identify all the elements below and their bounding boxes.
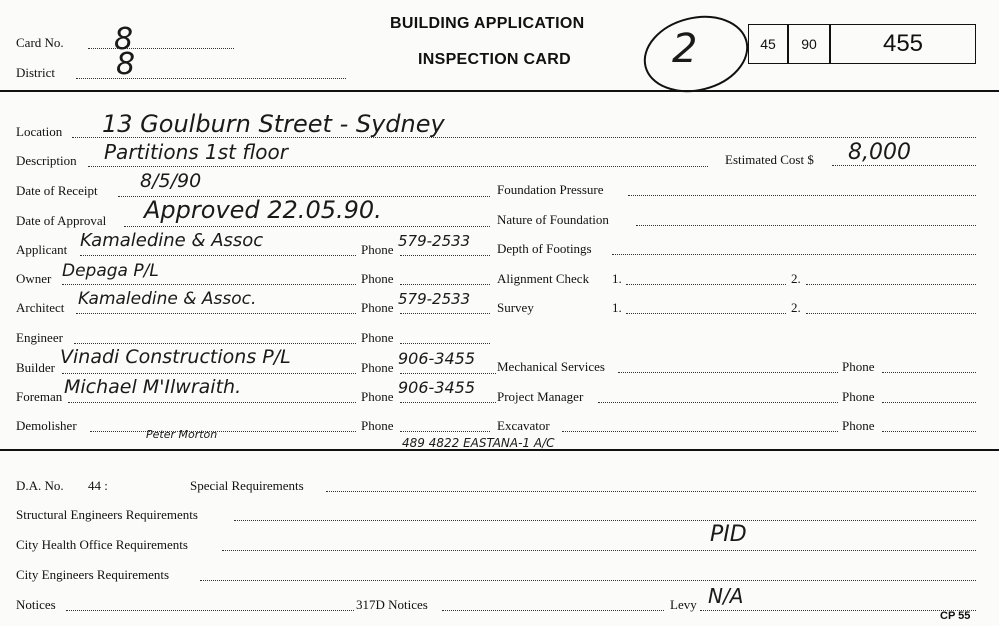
form-code: CP 55 (940, 610, 971, 622)
architect-value: Kamaledine & Assoc. (78, 289, 257, 309)
mechanical-line (618, 372, 838, 373)
architect-phone-label: Phone (361, 300, 394, 315)
alignment-line-2 (806, 284, 976, 285)
foundation-pressure-line (628, 195, 976, 196)
health-label: City Health Office Requirements (16, 537, 188, 552)
applicant-value: Kamaledine & Assoc (80, 230, 264, 251)
nature-foundation-line (636, 225, 976, 226)
foreman-phone-label: Phone (361, 389, 394, 404)
engineer-line (74, 343, 356, 344)
survey-label: Survey (497, 300, 534, 315)
notices-label: Notices (16, 597, 56, 612)
survey-num-1: 1. (612, 300, 622, 315)
title-line-1: BUILDING APPLICATION (390, 15, 585, 32)
builder-value: Vinadi Constructions P/L (60, 346, 291, 368)
applicant-line (80, 255, 356, 256)
estimated-cost-line (832, 165, 976, 166)
location-value: 13 Goulburn Street - Sydney (102, 110, 445, 138)
health-value: PID (710, 522, 747, 547)
district-value: 8 (116, 47, 136, 82)
project-manager-phone-line (882, 402, 976, 403)
architect-phone-line (400, 313, 490, 314)
builder-label: Builder (16, 360, 55, 375)
owner-label: Owner (16, 271, 52, 286)
applicant-phone-label: Phone (361, 242, 394, 257)
excavator-label: Excavator (497, 418, 550, 433)
date-approval-label: Date of Approval (16, 213, 107, 228)
card-no-line (88, 48, 234, 49)
levy-label: Levy (670, 597, 697, 612)
alignment-num-1: 1. (612, 271, 622, 286)
da-no-value: 44 : (88, 478, 108, 493)
description-line (88, 166, 708, 167)
mechanical-phone-line (882, 372, 976, 373)
foreman-phone-line (400, 402, 496, 403)
engineer-phone-line (400, 343, 490, 344)
mechanical-phone-label: Phone (842, 359, 875, 374)
applicant-label: Applicant (16, 242, 68, 257)
applicant-phone-line (400, 255, 490, 256)
foreman-line (68, 402, 356, 403)
project-manager-line (598, 402, 838, 403)
health-line (222, 550, 976, 551)
alignment-check-label: Alignment Check (497, 271, 590, 286)
demolisher-extra: 489 4822 EASTANA-1 A/C (402, 436, 555, 450)
foreman-phone: 906-3455 (398, 378, 476, 397)
date-receipt-value: 8/5/90 (140, 170, 202, 192)
estimated-cost-label: Estimated Cost $ (725, 152, 814, 167)
structural-label: Structural Engineers Requirements (16, 507, 198, 522)
317d-notices-label: 317D Notices (356, 597, 428, 612)
owner-line (62, 284, 356, 285)
survey-num-2: 2. (791, 300, 801, 315)
title-line-2: INSPECTION CARD (418, 51, 571, 68)
description-label: Description (16, 153, 77, 168)
demolisher-phone-line (400, 431, 490, 432)
header-divider (0, 90, 999, 92)
nature-foundation-label: Nature of Foundation (497, 212, 609, 227)
owner-value: Depaga P/L (62, 261, 159, 281)
317d-notices-line (442, 610, 664, 611)
mechanical-label: Mechanical Services (497, 359, 605, 374)
notices-line (66, 610, 354, 611)
structural-line (234, 520, 976, 521)
builder-phone: 906-3455 (398, 349, 476, 368)
owner-phone-line (400, 284, 490, 285)
estimated-cost-value: 8,000 (848, 140, 911, 165)
demolisher-label: Demolisher (16, 418, 77, 433)
survey-line-1 (626, 313, 786, 314)
builder-phone-label: Phone (361, 360, 394, 375)
engineer-label: Engineer (16, 330, 63, 345)
alignment-num-2: 2. (791, 271, 801, 286)
builder-phone-line (400, 373, 496, 374)
card-no-label: Card No. (16, 35, 64, 50)
district-label: District (16, 65, 55, 80)
alignment-line-1 (626, 284, 786, 285)
code-box-2: 90 (788, 24, 830, 64)
city-engineers-line (200, 580, 976, 581)
date-approval-value: Approved 22.05.90. (144, 196, 382, 224)
levy-value: N/A (708, 584, 744, 608)
engineer-phone-label: Phone (361, 330, 394, 345)
special-requirements-label: Special Requirements (190, 478, 304, 493)
foreman-label: Foreman (16, 389, 63, 404)
foreman-value: Michael M'Ilwraith. (64, 376, 242, 398)
circled-number: 2 (672, 26, 698, 72)
da-no-label: D.A. No. (16, 478, 64, 493)
demolisher-phone-label: Phone (361, 418, 394, 433)
excavator-phone-line (882, 431, 976, 432)
card-no-value: 8 (114, 22, 134, 57)
architect-line (76, 313, 356, 314)
location-label: Location (16, 124, 63, 139)
architect-phone: 579-2533 (398, 290, 471, 308)
description-value: Partitions 1st floor (104, 140, 288, 164)
code-box-1: 45 (748, 24, 788, 64)
owner-phone-label: Phone (361, 271, 394, 286)
date-receipt-label: Date of Receipt (16, 183, 98, 198)
excavator-phone-label: Phone (842, 418, 875, 433)
special-requirements-line (326, 491, 976, 492)
project-manager-label: Project Manager (497, 389, 584, 404)
foundation-pressure-label: Foundation Pressure (497, 182, 604, 197)
depth-footings-line (612, 254, 976, 255)
project-manager-phone-label: Phone (842, 389, 875, 404)
date-approval-line (124, 226, 490, 227)
requirements-divider (0, 449, 999, 451)
architect-label: Architect (16, 300, 65, 315)
excavator-line (562, 431, 838, 432)
applicant-phone: 579-2533 (398, 232, 471, 250)
levy-line (700, 610, 976, 611)
city-engineers-label: City Engineers Requirements (16, 567, 170, 582)
code-box-3: 455 (830, 24, 976, 64)
demolisher-value: Peter Morton (146, 428, 218, 441)
survey-line-2 (806, 313, 976, 314)
builder-line (62, 373, 356, 374)
depth-footings-label: Depth of Footings (497, 241, 592, 256)
demolisher-line (90, 431, 356, 432)
